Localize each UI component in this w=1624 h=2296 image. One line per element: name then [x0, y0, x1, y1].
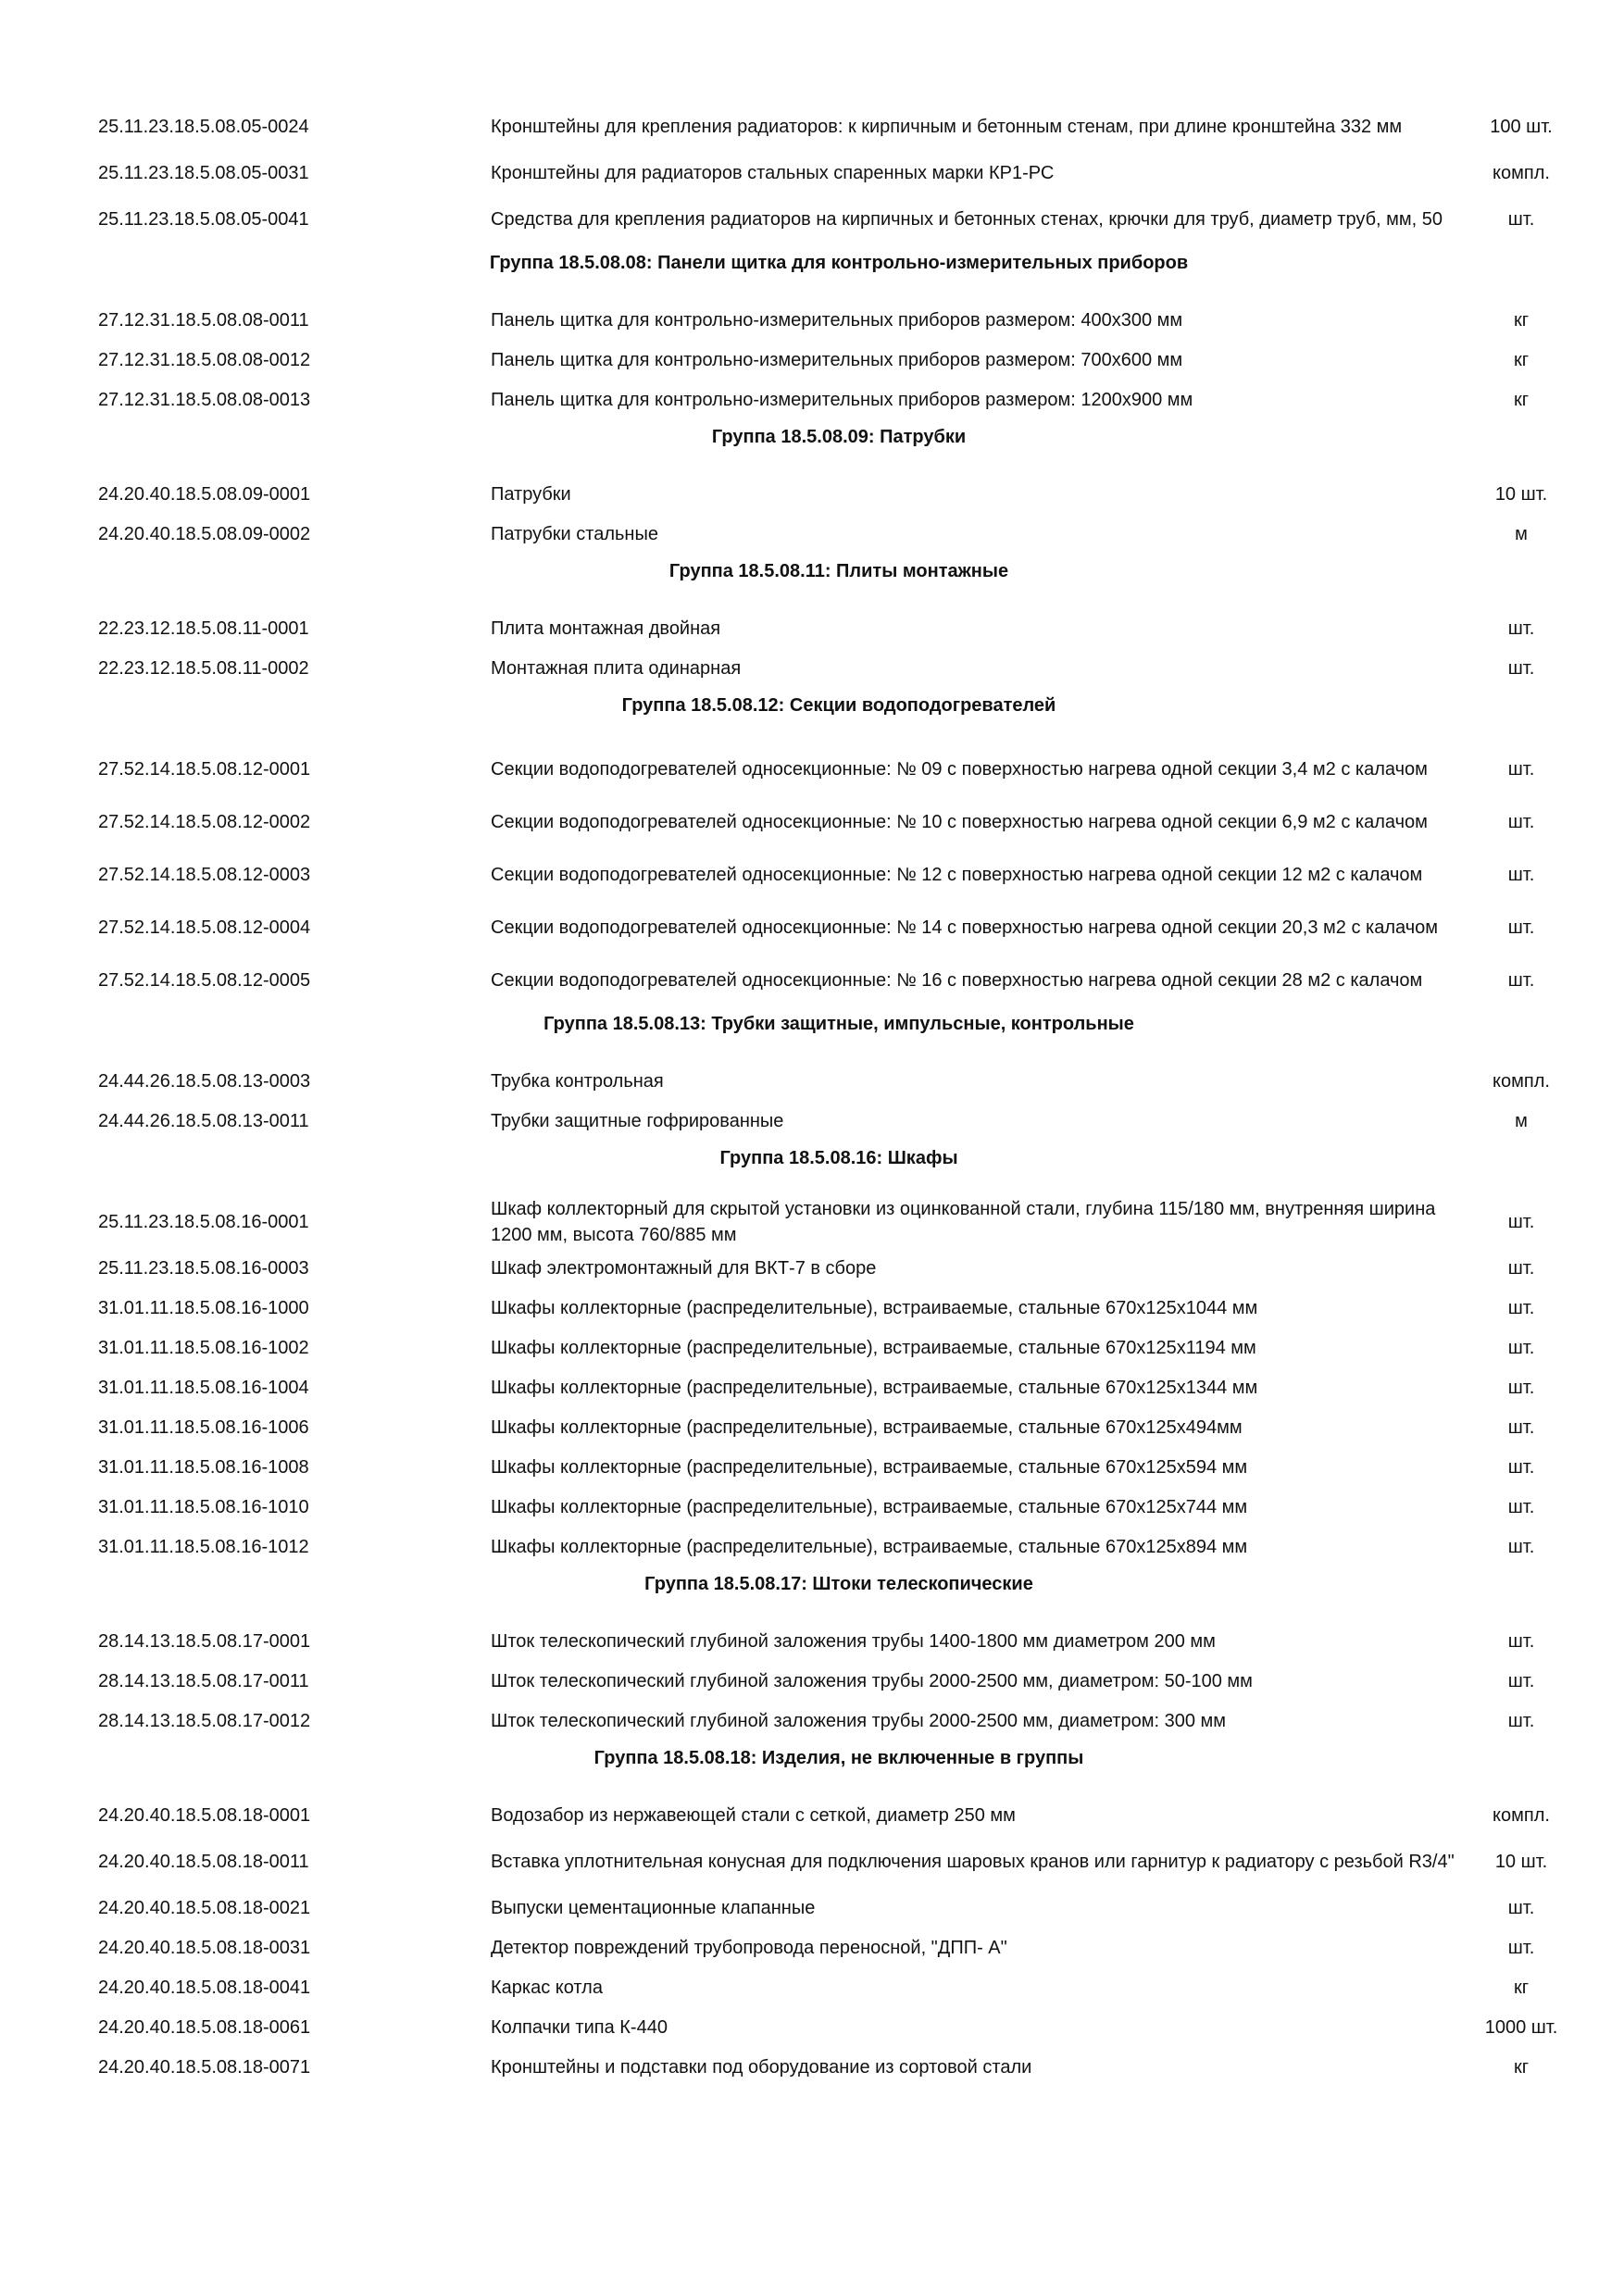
unit-of-measure: 1000 шт. [1484, 2016, 1558, 2038]
resource-description: Вставка уплотнительная конусная для подключения шаровых кранов или гарнитур к радиатору с резьбой R3/4" [491, 1851, 1455, 1872]
resource-code: 24.20.40.18.5.08.18-0021 [98, 1897, 311, 1918]
resource-code: 27.52.14.18.5.08.12-0003 [98, 864, 311, 885]
resource-description: Шкафы коллекторные (распределительные), встраиваемые, стальные 670х125х494мм [491, 1416, 1243, 1438]
resource-description: Секции водоподогревателей односекционные: № 14 с поверхностью нагрева одной секции 20,3 м2 с калачом [491, 917, 1438, 938]
group-title: Группа 18.5.08.12: Секции водоподогревателей [621, 695, 1056, 716]
unit-of-measure: шт. [1507, 1257, 1535, 1279]
unit-of-measure: шт. [1507, 1536, 1535, 1557]
table-row [98, 648, 1580, 688]
resource-description: Секции водоподогревателей односекционные: № 10 с поверхностью нагрева одной секции 6,9 м2 с калачом [491, 811, 1428, 832]
resource-description: Трубки защитные гофрированные [491, 1110, 784, 1131]
resource-code: 24.44.26.18.5.08.13-0003 [98, 1070, 311, 1092]
group-heading [98, 419, 1580, 474]
resource-code: 31.01.11.18.5.08.16-1008 [98, 1456, 309, 1478]
resource-description: Шкафы коллекторные (распределительные), встраиваемые, стальные 670х125х894 мм [491, 1536, 1248, 1557]
unit-of-measure: шт. [1507, 208, 1535, 230]
table-row [98, 1195, 1580, 1248]
table-row [98, 1447, 1580, 1487]
table-row [98, 1928, 1580, 1967]
resource-code: 25.11.23.18.5.08.05-0024 [98, 116, 309, 137]
resource-description: Выпуски цементационные клапанные [491, 1897, 816, 1918]
resource-code: 24.20.40.18.5.08.18-0061 [98, 2016, 311, 2038]
resource-code: 24.44.26.18.5.08.13-0011 [98, 1110, 309, 1131]
resource-description: Шкаф электромонтажный для ВКТ-7 в сборе [491, 1257, 877, 1279]
table-row [98, 380, 1580, 419]
resource-code: 25.11.23.18.5.08.16-0001 [98, 1211, 309, 1232]
table-row [98, 848, 1580, 901]
table-row [98, 193, 1580, 245]
resource-code: 31.01.11.18.5.08.16-1006 [98, 1416, 309, 1438]
unit-of-measure: шт. [1507, 758, 1535, 780]
unit-of-measure: кг [1513, 2056, 1530, 2078]
resource-table [98, 100, 1580, 2087]
resource-description: Детектор повреждений трубопровода переносной, "ДПП- А" [491, 1937, 1007, 1958]
resource-code: 25.11.23.18.5.08.16-0003 [98, 1257, 309, 1279]
resource-description: Кронштейны и подставки под оборудование из сортовой стали [491, 2056, 1032, 2078]
group-title: Группа 18.5.08.11: Плиты монтажные [668, 561, 1009, 581]
resource-description: Колпачки типа К-440 [491, 2016, 668, 2038]
resource-description: Патрубки стальные [491, 523, 658, 544]
table-row [98, 474, 1580, 514]
unit-of-measure: шт. [1507, 1670, 1535, 1691]
unit-of-measure: шт. [1507, 1937, 1535, 1958]
resource-code: 27.52.14.18.5.08.12-0001 [98, 758, 311, 780]
table-row [98, 1248, 1580, 1288]
unit-of-measure: шт. [1507, 1211, 1535, 1232]
resource-code: 31.01.11.18.5.08.16-1012 [98, 1536, 309, 1557]
unit-of-measure: 100 шт. [1490, 116, 1553, 137]
unit-of-measure: шт. [1507, 1377, 1535, 1398]
unit-of-measure: 10 шт. [1494, 483, 1548, 505]
group-heading [98, 1006, 1580, 1061]
group-title: Группа 18.5.08.18: Изделия, не включенные в группы [593, 1748, 1084, 1768]
table-row [98, 2047, 1580, 2087]
resource-code: 22.23.12.18.5.08.11-0002 [98, 657, 309, 679]
resource-description: Секции водоподогревателей односекционные: № 16 с поверхностью нагрева одной секции 28 м2 с калачом [491, 969, 1423, 991]
table-row [98, 1795, 1580, 1835]
resource-code: 28.14.13.18.5.08.17-0011 [98, 1670, 309, 1691]
resource-code: 27.12.31.18.5.08.08-0012 [98, 349, 311, 370]
resource-description: Каркас котла [491, 1977, 603, 1998]
group-heading [98, 1566, 1580, 1621]
resource-code: 28.14.13.18.5.08.17-0001 [98, 1630, 311, 1652]
group-title: Группа 18.5.08.09: Патрубки [711, 427, 967, 447]
unit-of-measure: шт. [1507, 657, 1535, 679]
unit-of-measure: м [1515, 523, 1528, 544]
table-row [98, 153, 1580, 193]
resource-code: 24.20.40.18.5.08.09-0002 [98, 523, 311, 544]
unit-of-measure: компл. [1493, 1804, 1550, 1826]
resource-code: 31.01.11.18.5.08.16-1000 [98, 1297, 309, 1318]
resource-code: 31.01.11.18.5.08.16-1004 [98, 1377, 309, 1398]
table-row [98, 795, 1580, 848]
resource-code: 25.11.23.18.5.08.05-0031 [98, 162, 309, 183]
unit-of-measure: шт. [1507, 1630, 1535, 1652]
group-heading [98, 245, 1580, 300]
resource-description: Шкаф коллекторный для скрытой установки из оцинкованной стали, глубина 115/180 мм, внутренняя ширина 1200 мм, высота 760/885 мм [491, 1198, 1436, 1245]
unit-of-measure: шт. [1507, 811, 1535, 832]
resource-description: Секции водоподогревателей односекционные: № 12 с поверхностью нагрева одной секции 12 м2 с калачом [491, 864, 1423, 885]
resource-description: Панель щитка для контрольно-измерительных приборов размером: 700х600 мм [491, 349, 1183, 370]
table-row [98, 1888, 1580, 1928]
resource-description: Шток телескопический глубиной заложения трубы 2000-2500 мм, диаметром: 50-100 мм [491, 1670, 1253, 1691]
unit-of-measure: шт. [1507, 1897, 1535, 1918]
unit-of-measure: шт. [1507, 618, 1535, 639]
unit-of-measure: м [1515, 1110, 1528, 1131]
resource-description: Шкафы коллекторные (распределительные), встраиваемые, стальные 670х125х744 мм [491, 1496, 1248, 1517]
unit-of-measure: шт. [1507, 1337, 1535, 1358]
table-row [98, 1487, 1580, 1527]
unit-of-measure: шт. [1507, 1456, 1535, 1478]
table-row [98, 1967, 1580, 2007]
resource-code: 24.20.40.18.5.08.18-0071 [98, 2056, 311, 2078]
table-row [98, 1621, 1580, 1661]
unit-of-measure: кг [1513, 1977, 1530, 1998]
resource-description: Секции водоподогревателей односекционные: № 09 с поверхностью нагрева одной секции 3,4 м2 с калачом [491, 758, 1428, 780]
resource-code: 24.20.40.18.5.08.09-0001 [98, 483, 311, 505]
table-row [98, 901, 1580, 954]
unit-of-measure: шт. [1507, 1496, 1535, 1517]
table-row [98, 742, 1580, 795]
resource-code: 27.12.31.18.5.08.08-0011 [98, 309, 309, 331]
table-row [98, 1701, 1580, 1741]
table-row [98, 608, 1580, 648]
table-row [98, 2007, 1580, 2047]
table-row [98, 954, 1580, 1006]
group-heading [98, 1141, 1580, 1195]
table-row [98, 1061, 1580, 1101]
unit-of-measure: шт. [1507, 1710, 1535, 1731]
unit-of-measure: шт. [1507, 917, 1535, 938]
unit-of-measure: кг [1513, 349, 1530, 370]
resource-code: 27.52.14.18.5.08.12-0004 [98, 917, 311, 938]
resource-description: Шкафы коллекторные (распределительные), встраиваемые, стальные 670х125х1194 мм [491, 1337, 1256, 1358]
resource-code: 31.01.11.18.5.08.16-1010 [98, 1496, 309, 1517]
table-row [98, 1328, 1580, 1367]
table-row [98, 514, 1580, 554]
resource-code: 24.20.40.18.5.08.18-0041 [98, 1977, 311, 1998]
resource-code: 27.52.14.18.5.08.12-0005 [98, 969, 311, 991]
resource-code: 25.11.23.18.5.08.05-0041 [98, 208, 309, 230]
table-row [98, 1407, 1580, 1447]
group-heading [98, 688, 1580, 742]
resource-code: 31.01.11.18.5.08.16-1002 [98, 1337, 309, 1358]
group-title: Группа 18.5.08.13: Трубки защитные, импульсные, контрольные [543, 1014, 1134, 1034]
resource-description: Средства для крепления радиаторов на кирпичных и бетонных стенах, крючки для труб, диаметр труб, мм, 50 [491, 208, 1443, 230]
resource-description: Патрубки [491, 483, 571, 505]
group-heading [98, 1741, 1580, 1795]
table-row [98, 100, 1580, 153]
table-row [98, 300, 1580, 340]
unit-of-measure: компл. [1493, 162, 1550, 183]
table-row [98, 1288, 1580, 1328]
unit-of-measure: шт. [1507, 1416, 1535, 1438]
resource-code: 22.23.12.18.5.08.11-0001 [98, 618, 309, 639]
group-title: Группа 18.5.08.08: Панели щитка для контрольно-измерительных приборов [489, 253, 1189, 273]
resource-code: 24.20.40.18.5.08.18-0001 [98, 1804, 311, 1826]
resource-code: 27.52.14.18.5.08.12-0002 [98, 811, 311, 832]
resource-description: Кронштейны для радиаторов стальных спаренных марки КР1-РС [491, 162, 1055, 183]
resource-description: Панель щитка для контрольно-измерительных приборов размером: 400х300 мм [491, 309, 1183, 331]
resource-description: Шкафы коллекторные (распределительные), встраиваемые, стальные 670х125х594 мм [491, 1456, 1248, 1478]
table-row [98, 1367, 1580, 1407]
resource-description: Шток телескопический глубиной заложения трубы 1400-1800 мм диаметром 200 мм [491, 1630, 1216, 1652]
resource-code: 24.20.40.18.5.08.18-0031 [98, 1937, 311, 1958]
resource-description: Кронштейны для крепления радиаторов: к кирпичным и бетонным стенам, при длине кронштейна 332 мм [491, 116, 1403, 137]
resource-description: Шкафы коллекторные (распределительные), встраиваемые, стальные 670х125х1344 мм [491, 1377, 1258, 1398]
unit-of-measure: кг [1513, 309, 1530, 331]
table-row [98, 1835, 1580, 1888]
table-row [98, 1661, 1580, 1701]
group-heading [98, 554, 1580, 608]
resource-description: Панель щитка для контрольно-измерительных приборов размером: 1200х900 мм [491, 389, 1193, 410]
table-row [98, 340, 1580, 380]
resource-code: 28.14.13.18.5.08.17-0012 [98, 1710, 311, 1731]
unit-of-measure: компл. [1493, 1070, 1550, 1092]
resource-description: Водозабор из нержавеющей стали с сеткой, диаметр 250 мм [491, 1804, 1016, 1826]
table-row [98, 1101, 1580, 1141]
table-row [98, 1527, 1580, 1566]
unit-of-measure: шт. [1507, 969, 1535, 991]
unit-of-measure: кг [1513, 389, 1530, 410]
resource-description: Шток телескопический глубиной заложения трубы 2000-2500 мм, диаметром: 300 мм [491, 1710, 1226, 1731]
resource-description: Шкафы коллекторные (распределительные), встраиваемые, стальные 670х125х1044 мм [491, 1297, 1258, 1318]
resource-description: Плита монтажная двойная [491, 618, 721, 639]
resource-description: Трубка контрольная [491, 1070, 664, 1092]
resource-code: 24.20.40.18.5.08.18-0011 [98, 1851, 309, 1872]
resource-description: Монтажная плита одинарная [491, 657, 742, 679]
unit-of-measure: шт. [1507, 1297, 1535, 1318]
resource-code: 27.12.31.18.5.08.08-0013 [98, 389, 311, 410]
group-title: Группа 18.5.08.17: Штоки телескопические [644, 1574, 1033, 1594]
unit-of-measure: 10 шт. [1494, 1851, 1548, 1872]
unit-of-measure: шт. [1507, 864, 1535, 885]
group-title: Группа 18.5.08.16: Шкафы [719, 1148, 958, 1168]
